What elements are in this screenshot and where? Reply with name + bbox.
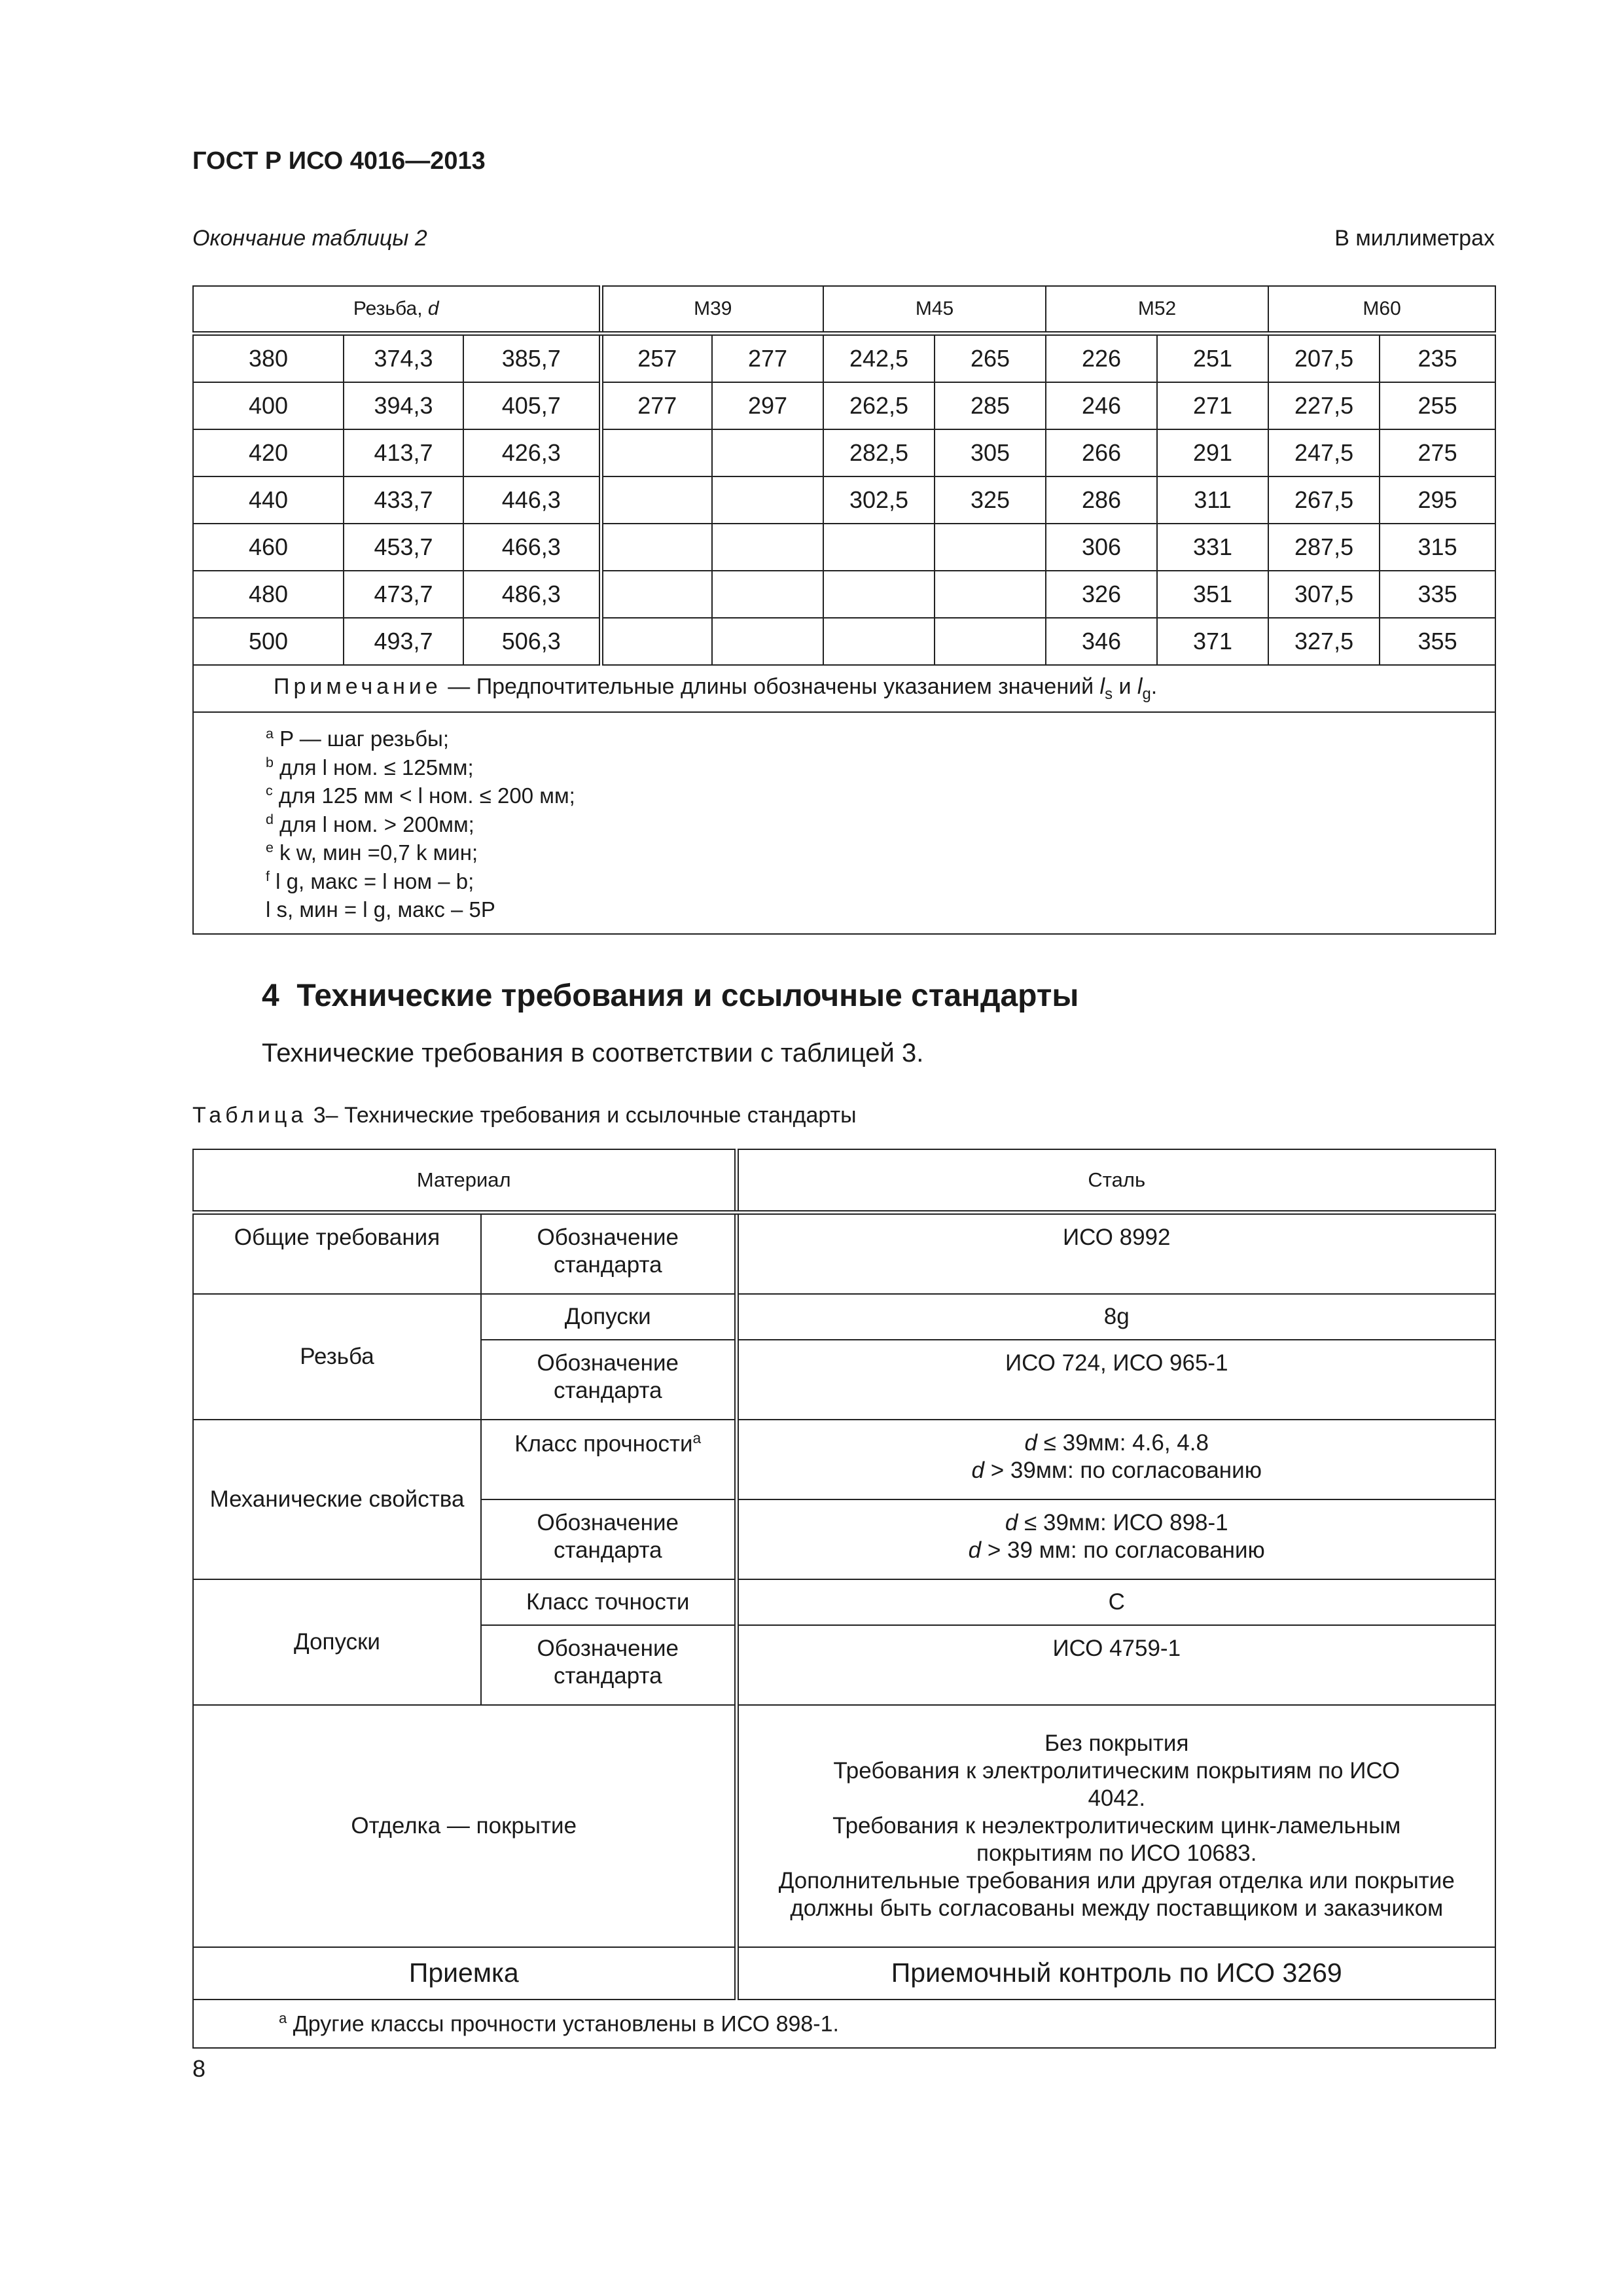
- size-header: M39: [601, 286, 823, 334]
- table-cell: [712, 476, 823, 524]
- accuracy-label: Класс точности: [481, 1579, 736, 1625]
- tol-std-label: Обозначение стандарта: [481, 1625, 736, 1705]
- table-cell: 247,5: [1268, 429, 1380, 476]
- finish-label: Отделка — покрытие: [193, 1705, 736, 1947]
- table-row: [193, 334, 1495, 383]
- table-cell: 394,3: [344, 382, 463, 429]
- table-cell: [935, 618, 1046, 665]
- footnote-d: $^d$ для l ном. > 200мм;: [266, 811, 474, 836]
- finish-row: [193, 1705, 1495, 1947]
- table-cell: 302,5: [823, 476, 935, 524]
- table-row: [193, 429, 1495, 476]
- table-cell: 265: [935, 334, 1046, 383]
- table-cell: 282,5: [823, 429, 935, 476]
- thread-std-value: ИСО 724, ИСО 965-1: [736, 1340, 1495, 1420]
- table-cell: 297: [712, 382, 823, 429]
- section-intro: Технические требования в соответствии с таблицей 3.: [262, 1039, 924, 1067]
- table-cell: 405,7: [463, 382, 601, 429]
- table-cell: 380: [193, 334, 344, 383]
- table-cell: 285: [935, 382, 1046, 429]
- table-cell: 355: [1380, 618, 1495, 665]
- table-row: [193, 618, 1495, 665]
- general-row: [193, 1213, 1495, 1295]
- thread-tolerance-label: Допуски: [481, 1294, 736, 1340]
- table-cell: 287,5: [1268, 524, 1380, 571]
- table-cell: 473,7: [344, 571, 463, 618]
- table-row: [193, 524, 1495, 571]
- finish-value: [736, 1705, 1495, 1947]
- table-cell: 251: [1157, 334, 1268, 383]
- table-cell: 351: [1157, 571, 1268, 618]
- table-cell: [712, 429, 823, 476]
- table-cell: 246: [1046, 382, 1157, 429]
- table-cell: 420: [193, 429, 344, 476]
- table-3-caption: Таблица 3– Технические требования и ссылочные стандарты: [192, 1103, 857, 1128]
- table-cell: 506,3: [463, 618, 601, 665]
- finish-line: Дополнительные требования или другая отделка или покрытие должны быть согласованы между поставщиком и заказчиком: [778, 1868, 1455, 1921]
- table-cell: 326: [1046, 571, 1157, 618]
- table-cell: 295: [1380, 476, 1495, 524]
- table-cell: 486,3: [463, 571, 601, 618]
- footnote-a: $^a$ P — шаг резьбы;: [266, 726, 449, 751]
- table-cell: 315: [1380, 524, 1495, 571]
- table-cell: [935, 524, 1046, 571]
- thread-label: Резьба: [193, 1294, 481, 1420]
- footnote-b: $^b$ для l ном. ≤ 125мм;: [266, 754, 474, 780]
- finish-line: Без покрытия: [1044, 1731, 1189, 1756]
- table-cell: 466,3: [463, 524, 601, 571]
- acceptance-label: Приемка: [193, 1947, 736, 2000]
- table-cell: 305: [935, 429, 1046, 476]
- table-cell: [823, 618, 935, 665]
- material-row: [193, 1149, 1495, 1213]
- table-row: [193, 571, 1495, 618]
- table-cell: 453,7: [344, 524, 463, 571]
- table-cell: 346: [1046, 618, 1157, 665]
- finish-line: Требования к неэлектролитическим цинк-ламельным покрытиям по ИСО 10683.: [832, 1813, 1401, 1866]
- table-cell: [601, 571, 712, 618]
- table-cell: 400: [193, 382, 344, 429]
- strength-class-value: d ≤ 39мм: 4.6, 4.8 d > 39мм: по согласованию: [736, 1420, 1495, 1499]
- table-cell: 480: [193, 571, 344, 618]
- table-cell: 307,5: [1268, 571, 1380, 618]
- accuracy-value: C: [736, 1579, 1495, 1625]
- table-3: [192, 1149, 1496, 2049]
- table-cell: 286: [1046, 476, 1157, 524]
- table-cell: 271: [1157, 382, 1268, 429]
- thread-header: Резьба, d: [193, 286, 601, 334]
- table-cell: [601, 429, 712, 476]
- table-cell: [823, 571, 935, 618]
- table-cell: 500: [193, 618, 344, 665]
- thread-tolerance-value: 8g: [736, 1294, 1495, 1340]
- mech-label: Механические свойства: [193, 1420, 481, 1579]
- table-note-row: [193, 665, 1495, 712]
- table-cell: 266: [1046, 429, 1157, 476]
- table-body: [193, 334, 1495, 666]
- table-cell: [601, 618, 712, 665]
- table-cell: 460: [193, 524, 344, 571]
- table-cell: 235: [1380, 334, 1495, 383]
- table-cell: 327,5: [1268, 618, 1380, 665]
- material-label: Материал: [193, 1149, 736, 1213]
- accuracy-row: [193, 1579, 1495, 1625]
- table-cell: 291: [1157, 429, 1268, 476]
- footnote-c: $^c$ для 125 мм < l ном. ≤ 200 мм;: [266, 783, 575, 808]
- table-cell: 306: [1046, 524, 1157, 571]
- table-cell: 257: [601, 334, 712, 383]
- table-2-continuation: [192, 285, 1496, 935]
- size-header: M45: [823, 286, 1046, 334]
- table-cell: 335: [1380, 571, 1495, 618]
- table-cell: 242,5: [823, 334, 935, 383]
- table-cell: 277: [712, 334, 823, 383]
- table-cell: 255: [1380, 382, 1495, 429]
- table-cell: 267,5: [1268, 476, 1380, 524]
- general-std-label: Обозначение стандарта: [481, 1213, 736, 1295]
- acceptance-value: Приемочный контроль по ИСО 3269: [736, 1947, 1495, 2000]
- page-number: 8: [192, 2055, 206, 2082]
- table-cell: 311: [1157, 476, 1268, 524]
- acceptance-row: [193, 1947, 1495, 2000]
- table-cell: 277: [601, 382, 712, 429]
- table-cell: [712, 524, 823, 571]
- table-cell: 275: [1380, 429, 1495, 476]
- document-id: ГОСТ Р ИСО 4016—2013: [192, 147, 486, 175]
- table-footnotes: [193, 712, 1495, 934]
- general-label: Общие требования: [193, 1213, 481, 1295]
- table-3-footnote-row: [193, 2000, 1495, 2048]
- table-header-row: [193, 286, 1495, 334]
- table-cell: [712, 571, 823, 618]
- thread-tolerance-row: [193, 1294, 1495, 1340]
- section-heading: 4 Технические требования и ссылочные стандарты: [262, 978, 1079, 1013]
- table-cell: 446,3: [463, 476, 601, 524]
- tol-std-value: ИСО 4759-1: [736, 1625, 1495, 1705]
- table-cell: 374,3: [344, 334, 463, 383]
- table-cell: 325: [935, 476, 1046, 524]
- table-cell: 371: [1157, 618, 1268, 665]
- table-cell: [601, 524, 712, 571]
- material-value: Сталь: [736, 1149, 1495, 1213]
- table-cell: [823, 524, 935, 571]
- table-continuation-label: Окончание таблицы 2: [192, 226, 427, 251]
- strength-class-label: Класс прочности$^a$: [481, 1420, 736, 1499]
- table-cell: 207,5: [1268, 334, 1380, 383]
- table-cell: 331: [1157, 524, 1268, 571]
- table-cell: [601, 476, 712, 524]
- table-cell: [712, 618, 823, 665]
- table-row: [193, 382, 1495, 429]
- units-label: В миллиметрах: [1334, 226, 1495, 251]
- tolerances-label: Допуски: [193, 1579, 481, 1705]
- table-cell: 493,7: [344, 618, 463, 665]
- mech-std-value: d ≤ 39мм: ИСО 898-1 d > 39 мм: по согласованию: [736, 1499, 1495, 1579]
- size-header: M52: [1046, 286, 1268, 334]
- table-note: Примечание — Предпочтительные длины обозначены указанием значений $l_s$ и $l_g$.: [193, 665, 1495, 712]
- strength-row: [193, 1420, 1495, 1499]
- table-3-footnote: $^a$ Другие классы прочности установлены в ИСО 898-1.: [193, 2000, 1495, 2048]
- table-footnotes-row: [193, 712, 1495, 934]
- table-cell: 262,5: [823, 382, 935, 429]
- mech-std-label: Обозначение стандарта: [481, 1499, 736, 1579]
- table-cell: 227,5: [1268, 382, 1380, 429]
- thread-std-label: Обозначение стандарта: [481, 1340, 736, 1420]
- general-std-value: ИСО 8992: [736, 1213, 1495, 1295]
- table-cell: [935, 571, 1046, 618]
- table-cell: 433,7: [344, 476, 463, 524]
- table-cell: 385,7: [463, 334, 601, 383]
- table-row: [193, 476, 1495, 524]
- footnote-f: $^f$ l g, макс = l ном – b;: [266, 868, 474, 893]
- footnote-g: l s, мин = l g, макс – 5P: [266, 897, 495, 922]
- table-cell: 226: [1046, 334, 1157, 383]
- footnote-e: $^e$ k w, мин =0,7 k мин;: [266, 840, 478, 865]
- size-header: M60: [1268, 286, 1495, 334]
- table-cell: 426,3: [463, 429, 601, 476]
- finish-line: Требования к электролитическим покрытиям по ИСО 4042.: [833, 1758, 1400, 1811]
- table-cell: 440: [193, 476, 344, 524]
- table-cell: 413,7: [344, 429, 463, 476]
